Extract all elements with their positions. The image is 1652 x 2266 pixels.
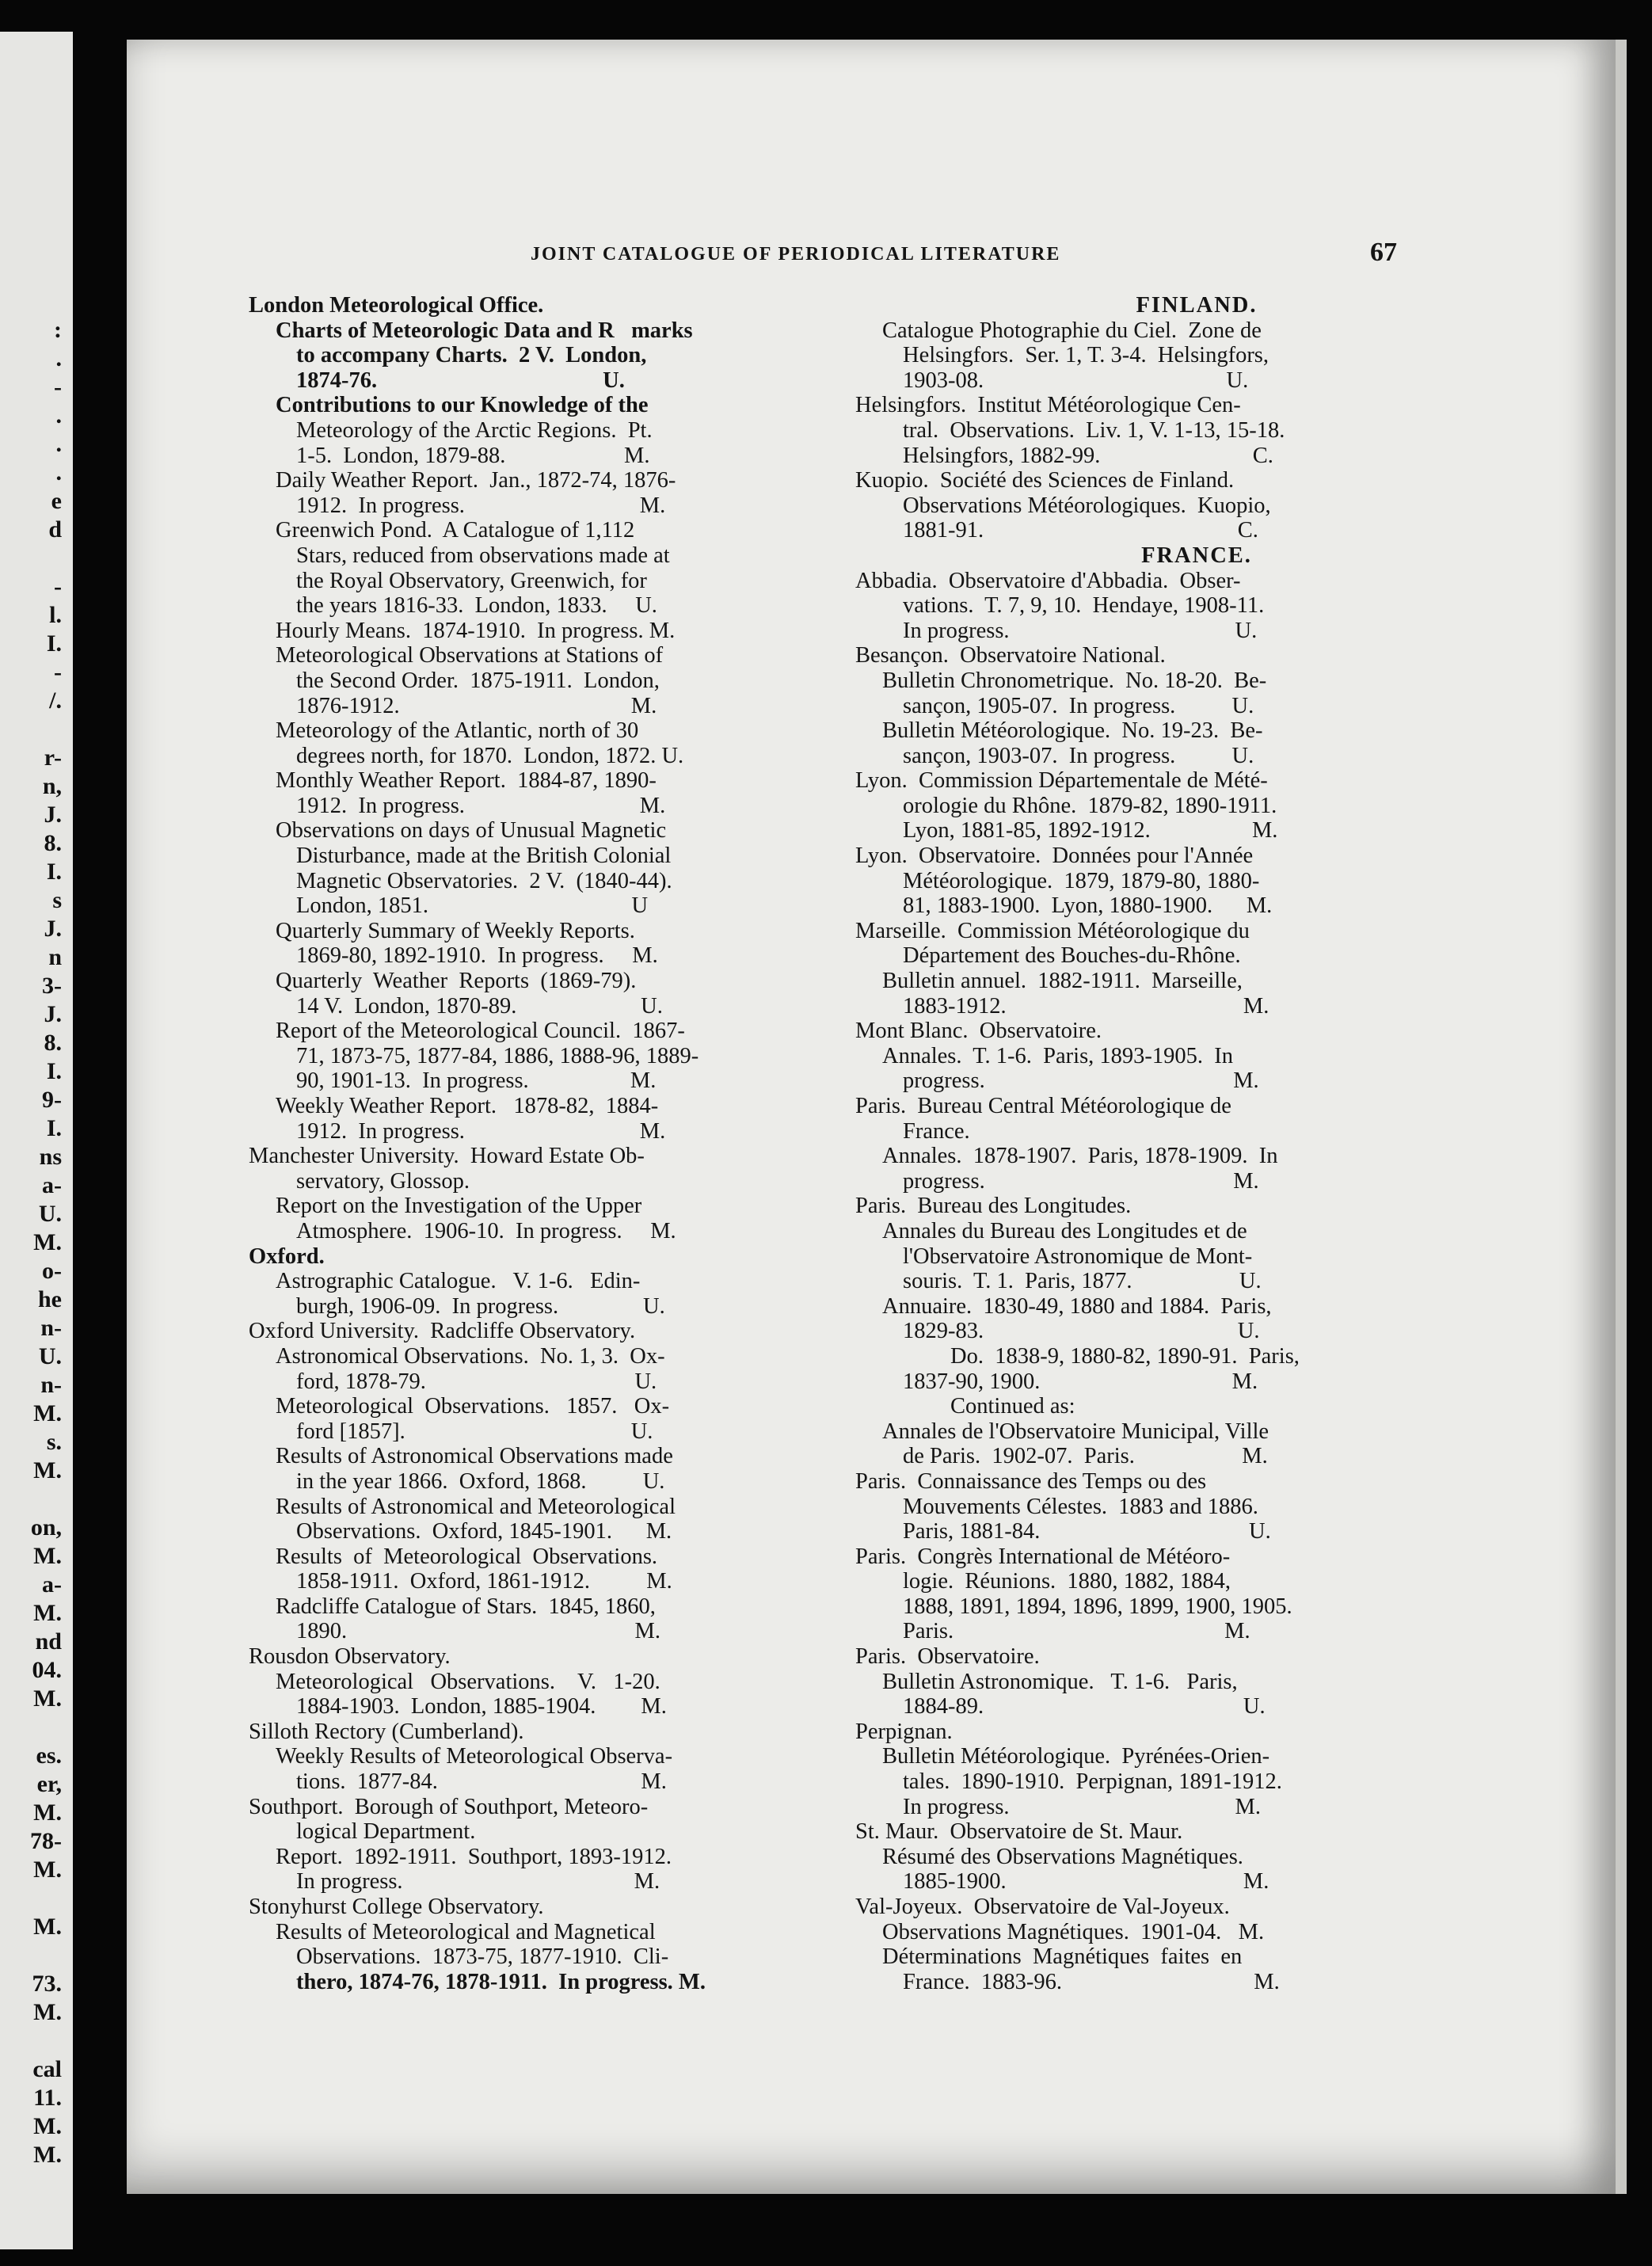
previous-page-fragment: . xyxy=(55,402,62,428)
entry-line: Paris. M. xyxy=(903,1619,1250,1644)
entry-line: Helsingfors, 1882-99. C. xyxy=(903,443,1273,468)
entry-line: In progress. M. xyxy=(296,1869,660,1895)
previous-page-fragment: M. xyxy=(33,1457,62,1483)
entry-line: In progress. U. xyxy=(903,618,1258,643)
entry-line: the Second Order. 1875-1911. London, xyxy=(296,668,660,693)
entry-line: Lyon. Commission Départementale de Mété- xyxy=(855,768,1268,794)
entry-line: in the year 1866. Oxford, 1868. U. xyxy=(296,1468,665,1494)
entry-line: Weekly Results of Meteorological Observa- xyxy=(276,1744,673,1769)
previous-page-fragment: M. xyxy=(33,1400,62,1426)
entry-line: Bulletin Météorologique. Pyrénées-Orien- xyxy=(882,1744,1270,1769)
previous-page-fragment: s. xyxy=(46,1429,62,1455)
entry-line: Paris. Bureau Central Météorologique de xyxy=(855,1094,1231,1118)
entry-line: Marseille. Commission Météorologique du xyxy=(855,918,1250,943)
entry-line: sançon, 1903-07. In progress. U. xyxy=(903,743,1254,768)
entry-line: Results of Meteorological and Magnetical xyxy=(276,1919,656,1944)
entry-line: Mont Blanc. Observatoire. xyxy=(855,1019,1102,1044)
entry-line: 71, 1873-75, 1877-84, 1886, 1888-96, 1889- xyxy=(296,1043,699,1068)
entry-line: In progress. M. xyxy=(903,1794,1262,1819)
previous-page-fragment: I. xyxy=(46,630,62,657)
entry-line: Paris. Congrès International de Météoro- xyxy=(855,1544,1231,1569)
previous-page-fragment: U. xyxy=(38,1343,62,1369)
entry-line: 1884-89. U. xyxy=(903,1694,1266,1719)
previous-page-fragment: M. xyxy=(33,1685,62,1712)
entry-line: Contributions to our Knowledge of the xyxy=(276,393,649,418)
entry-line: souris. T. 1. Paris, 1877. U. xyxy=(903,1269,1262,1294)
entry-line: 1876-1912. M. xyxy=(296,693,657,718)
entry-line: Stonyhurst College Observatory. xyxy=(249,1895,544,1919)
previous-page-fragment: 11. xyxy=(33,2085,62,2111)
entry-line: Meteorological Observations. 1857. Ox- xyxy=(276,1394,670,1419)
left-column xyxy=(249,293,930,1994)
entry-line: Atmosphere. 1906-10. In progress. M. xyxy=(296,1218,676,1243)
entry-heading: FRANCE. xyxy=(1141,543,1252,568)
entry-line: 1881-91. C. xyxy=(903,518,1258,543)
entry-line: Bulletin annuel. 1882-1911. Marseille, xyxy=(882,969,1243,994)
entry-line: Meteorology of the Arctic Regions. Pt. xyxy=(296,417,653,443)
previous-page-fragment: 04. xyxy=(32,1657,62,1683)
previous-page-fragment: - xyxy=(54,374,62,400)
previous-page-fragment: s xyxy=(52,887,62,913)
entry-line: 1912. In progress. M. xyxy=(296,493,666,518)
entry-line: Paris. Observatoire. xyxy=(855,1644,1040,1670)
entry-line: Mouvements Célestes. 1883 and 1886. xyxy=(903,1494,1258,1519)
entry-line: Bulletin Chronometrique. No. 18-20. Be- xyxy=(882,668,1267,693)
entry-line: Results of Astronomical Observations made xyxy=(276,1444,673,1469)
entry-line: 1874-76. U. xyxy=(296,368,625,393)
previous-page-margin-text xyxy=(0,317,73,2218)
entry-line: Observations on days of Unusual Magnetic xyxy=(276,818,667,844)
entry-line: Perpignan. xyxy=(855,1719,953,1744)
entry-line: Abbadia. Observatoire d'Abbadia. Obser- xyxy=(855,568,1241,593)
previous-page-fragment: . xyxy=(55,459,62,486)
entry-line: Silloth Rectory (Cumberland). xyxy=(249,1719,524,1744)
previous-page-fragment: : xyxy=(54,317,62,343)
previous-page-fragment: es. xyxy=(36,1742,62,1769)
entry-line: Météorologique. 1879, 1879-80, 1880- xyxy=(903,868,1260,893)
entry-line: logie. Réunions. 1880, 1882, 1884, xyxy=(903,1569,1231,1594)
entry-line: 1890. M. xyxy=(296,1619,660,1644)
entry-line: degrees north, for 1870. London, 1872. U. xyxy=(296,743,684,768)
previous-page-fragment: on, xyxy=(30,1514,62,1540)
entry-line: Annuaire. 1830-49, 1880 and 1884. Paris, xyxy=(882,1293,1272,1319)
entry-line: Observations Magnétiques. 1901-04. M. xyxy=(882,1919,1265,1944)
previous-page-fragment: M. xyxy=(33,1543,62,1569)
entry-line: 1912. In progress. M. xyxy=(296,793,666,818)
entry-line: ford [1857]. U. xyxy=(296,1419,653,1444)
entry-line: 1888, 1891, 1894, 1896, 1899, 1900, 1905. xyxy=(903,1594,1292,1619)
entry-line: Astrographic Catalogue. V. 1-6. Edin- xyxy=(276,1269,641,1294)
entry-line: Continued as: xyxy=(950,1394,1075,1419)
entry-line: Results of Astronomical and Meteorological xyxy=(276,1494,676,1519)
entry-line: Catalogue Photographie du Ciel. Zone de xyxy=(882,318,1262,343)
entry-heading: London Meteorological Office. xyxy=(249,293,544,318)
previous-page-fragment: n- xyxy=(40,1315,62,1341)
previous-page-fragment: o- xyxy=(42,1258,62,1284)
entry-heading: FINLAND. xyxy=(1136,293,1258,318)
previous-page-fragment: ns xyxy=(39,1144,62,1170)
previous-page-fragment: U. xyxy=(38,1201,62,1227)
entry-line: to accompany Charts. 2 V. London, xyxy=(296,343,647,368)
entry-line: Bulletin Astronomique. T. 1-6. Paris, xyxy=(882,1669,1238,1694)
entry-line: 1869-80, 1892-1910. In progress. M. xyxy=(296,943,658,969)
catalogue-page xyxy=(127,40,1627,2194)
previous-page-fragment: er, xyxy=(36,1771,62,1797)
entry-line: orologie du Rhône. 1879-82, 1890-1911. xyxy=(903,793,1277,818)
entry-line: Bulletin Météorologique. No. 19-23. Be- xyxy=(882,718,1263,744)
previous-page-fragment: l. xyxy=(49,602,62,628)
entry-line: Report on the Investigation of the Upper xyxy=(276,1194,642,1219)
entry-line: progress. M. xyxy=(903,1068,1259,1094)
entry-line: Lyon, 1881-85, 1892-1912. M. xyxy=(903,818,1278,844)
previous-page-fragment: n xyxy=(48,944,62,970)
previous-page-fragment: M. xyxy=(33,1914,62,1940)
previous-page-fragment: r- xyxy=(44,745,62,771)
entry-line: 1883-1912. M. xyxy=(903,993,1269,1019)
right-column xyxy=(855,293,1538,1994)
entry-line: Kuopio. Société des Sciences de Finland. xyxy=(855,468,1235,493)
entry-line: Annales. 1878-1907. Paris, 1878-1909. In xyxy=(882,1144,1278,1169)
entry-line: Daily Weather Report. Jan., 1872-74, 1876- xyxy=(276,468,676,493)
entry-line: Meteorological Observations at Stations of xyxy=(276,643,664,668)
entry-line: 81, 1883-1900. Lyon, 1880-1900. M. xyxy=(903,893,1273,919)
previous-page-fragment: nd xyxy=(35,1628,62,1655)
entry-line: Résumé des Observations Magnétiques. xyxy=(882,1844,1243,1869)
previous-page-fragment: 8. xyxy=(44,830,62,856)
page-number: 67 xyxy=(1370,238,1397,267)
previous-page-fragment: n- xyxy=(40,1372,62,1398)
entry-line: Report. 1892-1911. Southport, 1893-1912. xyxy=(276,1844,672,1869)
entry-line: 14 V. London, 1870-89. U. xyxy=(296,993,663,1019)
entry-line: Monthly Weather Report. 1884-87, 1890- xyxy=(276,768,657,794)
entry-line: the Royal Observatory, Greenwich, for xyxy=(296,568,647,593)
entry-line: Disturbance, made at the British Colonial xyxy=(296,844,672,869)
entry-line: Do. 1838-9, 1880-82, 1890-91. Paris, xyxy=(950,1343,1300,1369)
previous-page-fragment: I. xyxy=(46,1058,62,1084)
entry-heading: Oxford. xyxy=(249,1243,325,1269)
entry-line: 1884-1903. London, 1885-1904. M. xyxy=(296,1694,667,1719)
previous-page-fragment: . xyxy=(55,345,62,371)
previous-page-fragment: M. xyxy=(33,1857,62,1883)
entry-line: de Paris. 1902-07. Paris. M. xyxy=(903,1444,1268,1469)
entry-line: Oxford University. Radcliffe Observatory. xyxy=(249,1319,636,1344)
previous-page-fragment: - xyxy=(54,573,62,600)
entry-line: Paris, 1881-84. U. xyxy=(903,1519,1271,1544)
previous-page-fragment: a- xyxy=(42,1571,62,1598)
entry-line: 1885-1900. M. xyxy=(903,1869,1269,1895)
previous-page-fragment: 73. xyxy=(32,1971,62,1997)
entry-line: tales. 1890-1910. Perpignan, 1891-1912. xyxy=(903,1769,1282,1795)
entry-line: Quarterly Summary of Weekly Reports. xyxy=(276,918,635,943)
entry-line: Observations Météorologiques. Kuopio, xyxy=(903,493,1271,518)
entry-line: Report of the Meteorological Council. 1867- xyxy=(276,1019,685,1044)
entry-line: 1912. In progress. M. xyxy=(296,1118,666,1144)
entry-line: Annales de l'Observatoire Municipal, Ville xyxy=(882,1419,1269,1444)
previous-page-fragment: he xyxy=(38,1286,62,1312)
previous-page-fragment: M. xyxy=(33,1799,62,1826)
entry-line: Stars, reduced from observations made at xyxy=(296,543,670,568)
previous-page-fragment: /. xyxy=(49,687,62,714)
previous-page-fragment: I. xyxy=(46,1115,62,1141)
entry-line: Observations. Oxford, 1845-1901. M. xyxy=(296,1519,672,1544)
entry-line: Manchester University. Howard Estate Ob- xyxy=(249,1144,645,1169)
entry-line: Helsingfors. Institut Météorologique Cen- xyxy=(855,393,1241,418)
previous-page-fragment: M. xyxy=(33,1999,62,2025)
entry-line: logical Department. xyxy=(296,1819,476,1845)
entry-line: 1-5. London, 1879-88. M. xyxy=(296,443,650,468)
entry-line: Annales. T. 1-6. Paris, 1893-1905. In xyxy=(882,1043,1234,1068)
entry-line: ford, 1878-79. U. xyxy=(296,1369,657,1394)
entry-line: Meteorology of the Atlantic, north of 30 xyxy=(276,718,639,744)
entry-line: Greenwich Pond. A Catalogue of 1,112 xyxy=(276,518,635,543)
entry-line: Hourly Means. 1874-1910. In progress. M. xyxy=(276,618,676,643)
previous-page-fragment: M. xyxy=(33,2113,62,2139)
entry-line: Helsingfors. Ser. 1, T. 3-4. Helsingfors, xyxy=(903,343,1269,368)
entry-line: sançon, 1905-07. In progress. U. xyxy=(903,693,1254,718)
entry-line: Besançon. Observatoire National. xyxy=(855,643,1166,668)
entry-line: Astronomical Observations. No. 1, 3. Ox- xyxy=(276,1343,665,1369)
previous-page-fragment: . xyxy=(55,431,62,457)
entry-line: progress. M. xyxy=(903,1168,1259,1194)
previous-page-fragment: e xyxy=(51,488,62,514)
entry-line: Observations. 1873-75, 1877-1910. Cli- xyxy=(296,1944,669,1970)
entry-line: Rousdon Observatory. xyxy=(249,1644,451,1670)
previous-page-fragment: I. xyxy=(46,859,62,885)
previous-page-fragment: 9- xyxy=(42,1087,62,1113)
entry-line: the years 1816-33. London, 1833. U. xyxy=(296,593,657,619)
entry-line: Magnetic Observatories. 2 V. (1840-44). xyxy=(296,868,672,893)
entry-line: Results of Meteorological Observations. xyxy=(276,1544,658,1569)
previous-page-fragment: 78- xyxy=(30,1828,62,1854)
entry-line: Charts of Meteorologic Data and R marks xyxy=(276,318,693,343)
entry-line: vations. T. 7, 9, 10. Hendaye, 1908-11. xyxy=(903,593,1265,619)
entry-line: Annales du Bureau des Longitudes et de xyxy=(882,1218,1247,1243)
entry-line: Paris. Bureau des Longitudes. xyxy=(855,1194,1132,1219)
entry-line: Weekly Weather Report. 1878-82, 1884- xyxy=(276,1094,659,1118)
entry-line: Paris. Connaissance des Temps ou des xyxy=(855,1468,1207,1494)
entry-line: servatory, Glossop. xyxy=(296,1168,470,1194)
entry-line: 1837-90, 1900. M. xyxy=(903,1369,1258,1394)
entry-line: France. xyxy=(903,1118,970,1144)
entry-line: 1858-1911. Oxford, 1861-1912. M. xyxy=(296,1569,672,1594)
entry-line: France. 1883-96. M. xyxy=(903,1969,1280,1994)
entry-line: thero, 1874-76, 1878-1911. In progress. M. xyxy=(296,1969,706,1994)
entry-line: Déterminations Magnétiques faites en xyxy=(882,1944,1243,1970)
previous-page-fragment: J. xyxy=(44,802,62,828)
entry-line: tral. Observations. Liv. 1, V. 1-13, 15-18. xyxy=(903,417,1285,443)
running-header: JOINT CATALOGUE OF PERIODICAL LITERATURE xyxy=(531,244,1061,265)
entry-line: Quarterly Weather Reports (1869-79). xyxy=(276,969,637,994)
previous-page-fragment: M. xyxy=(33,1600,62,1626)
previous-page-fragment: a- xyxy=(42,1172,62,1198)
entry-line: Val-Joyeux. Observatoire de Val-Joyeux. xyxy=(855,1895,1230,1919)
entry-line: Radcliffe Catalogue of Stars. 1845, 1860, xyxy=(276,1594,656,1619)
entry-line: Lyon. Observatoire. Données pour l'Année xyxy=(855,844,1254,869)
previous-page-fragment: M. xyxy=(33,1229,62,1255)
entry-line: Meteorological Observations. V. 1-20. xyxy=(276,1669,660,1694)
previous-page-fragment: 8. xyxy=(44,1030,62,1056)
entry-line: Southport. Borough of Southport, Meteoro- xyxy=(249,1794,649,1819)
previous-page-fragment: d xyxy=(48,516,62,543)
previous-page-strip xyxy=(0,32,73,2249)
previous-page-fragment: J. xyxy=(44,1001,62,1027)
entry-line: tions. 1877-84. M. xyxy=(296,1769,667,1795)
previous-page-fragment: J. xyxy=(44,916,62,942)
entry-line: 1829-83. U. xyxy=(903,1319,1260,1344)
previous-page-fragment: n, xyxy=(42,773,62,799)
previous-page-fragment: - xyxy=(54,659,62,685)
previous-page-fragment: cal xyxy=(32,2056,62,2082)
entry-line: 1903-08. U. xyxy=(903,368,1249,393)
entry-line: Département des Bouches-du-Rhône. xyxy=(903,943,1241,969)
entry-line: burgh, 1906-09. In progress. U. xyxy=(296,1293,665,1319)
entry-line: London, 1851. U xyxy=(296,893,649,919)
entry-line: l'Observatoire Astronomique de Mont- xyxy=(903,1243,1253,1269)
previous-page-fragment: 3- xyxy=(42,973,62,999)
entry-line: 90, 1901-13. In progress. M. xyxy=(296,1068,657,1094)
entry-line: St. Maur. Observatoire de St. Maur. xyxy=(855,1819,1183,1845)
previous-page-fragment: M. xyxy=(33,2142,62,2168)
